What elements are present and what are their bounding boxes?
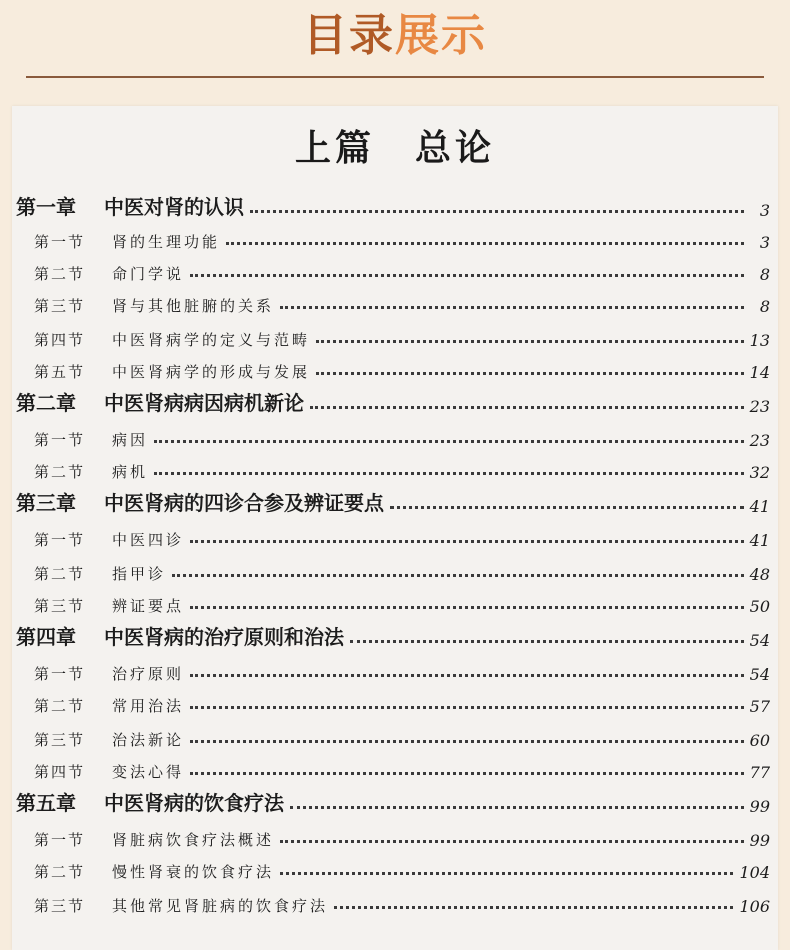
dot-leader [190,274,744,277]
entry-number: 第二节 [34,697,86,715]
entry-page-number: 23 [749,431,770,450]
entry-title: 指甲诊 [112,565,167,583]
entry-number: 第一节 [34,233,86,251]
entry-number: 第一节 [34,831,86,849]
dot-leader [190,740,744,743]
dot-leader [290,806,744,809]
dot-leader [190,540,744,543]
toc-section-entry [12,686,778,716]
dot-leader [250,210,744,213]
entry-title: 辨证要点 [112,597,185,615]
entry-page-number: 14 [749,363,770,382]
dot-leader [280,306,744,309]
dot-leader [280,872,733,875]
entry-title: 病因 [112,431,149,449]
dot-leader [190,706,744,709]
dot-leader [280,840,744,843]
banner-title [0,6,790,66]
toc-section-entry [12,320,778,350]
entry-page-number: 3 [759,201,770,220]
dot-leader [154,440,744,443]
entry-title: 中医肾病学的定义与范畴 [112,331,311,349]
toc-section-entry [12,222,778,252]
entry-number: 第一节 [34,665,86,683]
entry-page-number: 23 [749,397,770,416]
entry-title: 病机 [112,463,149,481]
entry-number: 第一节 [34,531,86,549]
entry-number: 第五章 [16,791,76,815]
entry-page-number: 13 [749,331,770,350]
part-title: 上篇 总论 [294,127,495,169]
dot-leader [190,606,744,609]
toc-chapter-entry [12,620,778,650]
entry-number: 第二章 [16,391,76,415]
banner-title-part1: 目录 [303,10,395,61]
dot-leader [334,906,733,909]
entry-title: 常用治法 [112,697,185,715]
banner-title-part2: 展示 [395,10,487,61]
entry-title: 肾与其他脏腑的关系 [112,297,275,315]
toc-section-entry [12,420,778,450]
entry-page-number: 77 [749,763,770,782]
entry-page-number: 54 [749,631,770,650]
entry-number: 第二节 [34,463,86,481]
entry-number: 第三章 [16,491,76,515]
entry-title: 中医对肾的认识 [104,195,244,219]
entry-number: 第四节 [34,331,86,349]
toc-chapter-entry [12,190,778,220]
dot-leader [310,406,744,409]
toc-section-entry [12,352,778,382]
entry-title: 中医肾病的治疗原则和治法 [104,625,344,649]
toc-section-entry [12,752,778,782]
entry-number: 第三节 [34,731,86,749]
entry-page-number: 8 [759,265,770,284]
entry-title: 其他常见肾脏病的饮食疗法 [112,897,329,915]
entry-number: 第三节 [34,597,86,615]
entry-number: 第五节 [34,363,86,381]
toc-section-entry [12,886,778,916]
toc-chapter-entry [12,786,778,816]
toc-section-entry [12,254,778,284]
entry-page-number: 60 [749,731,770,750]
entry-number: 第三节 [34,897,86,915]
entry-title: 肾脏病饮食疗法概述 [112,831,275,849]
entry-page-number: 48 [749,565,770,584]
entry-page-number: 57 [749,697,770,716]
entry-page-number: 104 [739,863,770,882]
toc-section-entry [12,554,778,584]
entry-title: 中医肾病学的形成与发展 [112,363,311,381]
entry-number: 第二节 [34,265,86,283]
dot-leader [390,506,744,509]
toc-section-entry [12,820,778,850]
entry-number: 第二节 [34,863,86,881]
dot-leader [350,640,744,643]
banner-divider [26,76,764,78]
entry-title: 慢性肾衰的饮食疗法 [112,863,275,881]
entry-page-number: 41 [749,531,770,550]
dot-leader [154,472,744,475]
entry-title: 中医四诊 [112,531,185,549]
entry-title: 治法新论 [112,731,185,749]
entry-page-number: 106 [739,897,770,916]
entry-page-number: 99 [749,831,770,850]
dot-leader [316,372,744,375]
entry-page-number: 54 [749,665,770,684]
dot-leader [316,340,744,343]
toc-section-entry [12,654,778,684]
entry-page-number: 41 [749,497,770,516]
entry-title: 中医肾病病因病机新论 [104,391,304,415]
entry-number: 第一节 [34,431,86,449]
entry-page-number: 3 [759,233,770,252]
entry-number: 第四章 [16,625,76,649]
entry-number: 第二节 [34,565,86,583]
entry-page-number: 8 [759,297,770,316]
dot-leader [190,772,744,775]
entry-title: 变法心得 [112,763,185,781]
toc-chapter-entry [12,486,778,516]
entry-title: 命门学说 [112,265,185,283]
entry-title: 中医肾病的四诊合参及辨证要点 [104,491,384,515]
toc-section-entry [12,586,778,616]
dot-leader [190,674,744,677]
toc-section-entry [12,452,778,482]
entry-page-number: 99 [749,797,770,816]
dot-leader [226,242,744,245]
toc-section-entry [12,520,778,550]
entry-number: 第三节 [34,297,86,315]
entry-title: 中医肾病的饮食疗法 [104,791,284,815]
toc-page [12,106,778,950]
entry-page-number: 50 [749,597,770,616]
entry-number: 第四节 [34,763,86,781]
entry-title: 肾的生理功能 [112,233,221,251]
toc-chapter-entry [12,386,778,416]
entry-title: 治疗原则 [112,665,185,683]
toc-section-entry [12,852,778,882]
entry-page-number: 32 [749,463,770,482]
dot-leader [172,574,744,577]
toc-section-entry [12,720,778,750]
toc-section-entry [12,286,778,316]
entry-number: 第一章 [16,195,76,219]
